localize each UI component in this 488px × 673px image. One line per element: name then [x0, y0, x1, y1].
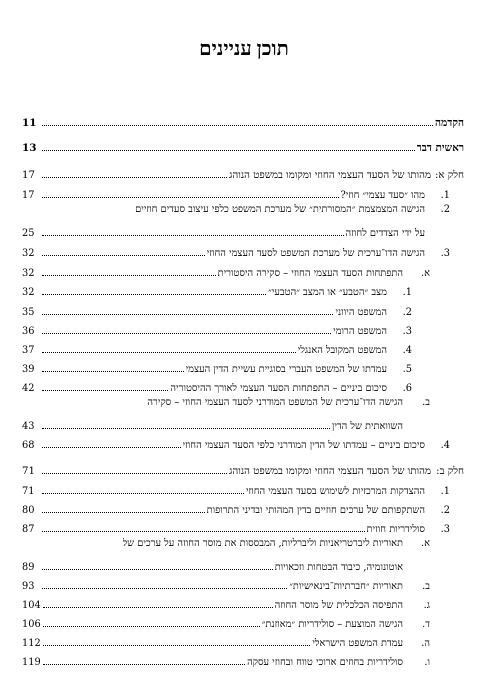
toc-entry[interactable]	[22, 632, 464, 650]
toc-entry-page: 93	[22, 581, 35, 592]
toc-entry[interactable]	[22, 339, 464, 357]
toc-entry[interactable]	[22, 320, 464, 338]
toc-entry-label: תאוריות ״חברתיות־בינאישיות״	[289, 581, 403, 592]
toc-entry-number: 5.	[402, 364, 412, 375]
toc-entry-number: 3.	[440, 248, 450, 259]
toc-entry-number: חלק א:	[434, 170, 464, 181]
toc-entry-page: 42	[22, 383, 35, 394]
toc-entry-label: סיכום ביניים – עמדתו של הדין המודרני כלפי הסעד העצמי החוזי	[182, 440, 425, 451]
toc-entry-number: 1.	[440, 190, 450, 201]
toc-entry-number: 3.	[440, 524, 450, 535]
toc-entry-label: המשפט המקובל האנגלי	[297, 345, 387, 356]
dot-leader	[42, 222, 344, 236]
dot-leader	[42, 164, 227, 178]
toc-entry-label: הגישה הדו־ערכית של מערכת המשפט לסעד העצמי החוזי	[206, 248, 425, 259]
toc-entry-page: 17	[22, 190, 35, 201]
toc-entry-label: מהותו של הסעד העצמי החוזי ומקומו במשפט הנוהג	[229, 466, 431, 477]
toc-entry-page: 112	[22, 638, 41, 649]
toc-entry-label: ראשית דבר	[416, 142, 464, 154]
toc-entry-page: 89	[22, 562, 35, 573]
toc-entry-label: הקדמה	[435, 117, 464, 129]
toc-entry[interactable]	[22, 415, 464, 433]
dot-leader	[42, 339, 296, 353]
toc-entry-label: סולידריות בחוזים ארוכי טווח ובחוזי עסקה	[247, 657, 403, 668]
toc-entry-page: 36	[22, 326, 35, 337]
toc-entry-label: עמדת המשפט הישראלי	[312, 638, 403, 649]
toc-entry-page: 13	[22, 142, 37, 154]
dot-leader	[42, 556, 273, 570]
dot-leader	[42, 415, 330, 429]
toc-entry-label: הגישה המוצעת – סולידריות ״מאוזנת״	[261, 619, 403, 630]
toc-entry-page: 68	[22, 440, 35, 451]
toc-entry-number: 6.	[402, 383, 412, 394]
toc-entry-page: 39	[22, 364, 35, 375]
toc-entry-page: 119	[22, 657, 41, 668]
toc-entry-number: 3.	[402, 326, 412, 337]
dot-leader	[42, 499, 205, 513]
dot-leader	[42, 358, 184, 372]
toc-entry-number: 2.	[440, 204, 450, 215]
toc-entry-page: 71	[22, 466, 35, 477]
toc-entry[interactable]	[22, 301, 464, 319]
dot-leader	[42, 575, 287, 589]
toc-entry-label: סולידריות חוזית	[366, 524, 425, 535]
dot-leader	[42, 137, 415, 151]
toc-entry[interactable]	[22, 164, 464, 182]
toc-entry-label: מהותו של הסעד העצמי החוזי ומקומו במשפט הנוהג	[229, 170, 431, 181]
dot-leader	[42, 518, 365, 532]
toc-entry-page: 106	[22, 619, 41, 630]
toc-entry-page: 32	[22, 287, 35, 298]
toc-entry[interactable]	[22, 281, 464, 299]
toc-entry-label: תאוריות ליברטריאניות וליברליות, המבססות את מוסר החוזה על ערכים של	[122, 538, 403, 549]
toc-entry-number: חלק ב:	[436, 466, 464, 477]
toc-entry-number: 2.	[402, 307, 412, 318]
toc-entry-label: עמדתו של המשפט העברי בסוגיית עשיית הדין העצמי	[185, 364, 387, 375]
dot-leader	[42, 262, 216, 276]
toc-entry-number: 1.	[440, 486, 450, 497]
toc-entry-label: המשפט הרומי	[333, 326, 387, 337]
toc-entry-number: ה.	[421, 638, 430, 649]
toc-entry-page: 11	[22, 117, 37, 129]
dot-leader	[42, 434, 181, 448]
toc-entry[interactable]	[22, 518, 464, 536]
toc-entry[interactable]	[22, 480, 464, 498]
toc-entry[interactable]	[22, 537, 464, 550]
toc-entry[interactable]	[22, 222, 464, 240]
toc-entry-label: הגישה הדו־ערכית של המשפט המודרני לסעד העצמי החוזי – סקירה	[147, 397, 403, 408]
toc-entry-number: ג.	[423, 600, 430, 611]
dot-leader	[43, 651, 245, 665]
toc-entry-label: ההצדקות המרכזיות לשימוש בסעד העצמי החוזי	[245, 486, 425, 497]
toc-entry[interactable]	[22, 613, 464, 631]
toc-entry[interactable]	[22, 499, 464, 517]
toc-entry[interactable]	[22, 112, 464, 130]
dot-leader	[43, 632, 311, 646]
toc-entry[interactable]	[22, 594, 464, 612]
toc-entry-label: מהו ״סעד עצמי״ חוזי?	[340, 190, 425, 201]
toc-entry-label: מצב ״הטבע״ או המצב ״הטבעי״	[268, 287, 387, 298]
toc-entry-number: 4.	[440, 440, 450, 451]
toc-entry-number: ב.	[422, 397, 430, 408]
toc-entry-label: על ידי הצדדים לחוזה	[345, 228, 425, 239]
dot-leader	[42, 112, 433, 126]
dot-leader	[43, 613, 260, 627]
toc-entry-label: התפיסה הכלכלית של מוסר החוזה	[274, 600, 403, 611]
toc-entry-page: 35	[22, 307, 35, 318]
toc-entry[interactable]	[22, 396, 464, 409]
toc-entry-label: המשפט היווני	[335, 307, 387, 318]
toc-entry-page: 32	[22, 248, 35, 259]
toc-entry-label: השוואתית של הדין	[331, 421, 403, 432]
dot-leader	[42, 281, 266, 295]
toc-entry-label: השתקפותם של ערכים חוזיים בדין המהותי ובדיני התרופות	[206, 505, 425, 516]
toc-entry[interactable]	[22, 203, 464, 216]
toc-entry-label: הגישה המצמצמת ״המסורתית״ של מערכת המשפט כלפי עיצוב סעדים חוזיים	[135, 204, 425, 215]
dot-leader	[42, 320, 331, 334]
toc-entry-page: 71	[22, 486, 35, 497]
dot-leader	[43, 594, 273, 608]
dot-leader	[42, 242, 205, 256]
toc-entry-number: 1.	[402, 287, 412, 298]
toc-entry[interactable]	[22, 184, 464, 202]
toc-entry-label: התפתחות הסעד העצמי החוזי – סקירה היסטורית	[217, 268, 403, 279]
toc-entry[interactable]	[22, 242, 464, 260]
toc-entry-page: 17	[22, 170, 35, 181]
toc-entry-page: 104	[22, 600, 41, 611]
toc-entry[interactable]	[22, 556, 464, 574]
toc-entry-page: 87	[22, 524, 35, 535]
toc-entry-number: 2.	[440, 505, 450, 516]
toc-entry[interactable]	[22, 358, 464, 376]
toc-entry[interactable]	[22, 377, 464, 395]
toc-entry-page: 37	[22, 345, 35, 356]
toc-entry[interactable]	[22, 651, 464, 669]
toc-entry-page: 80	[22, 505, 35, 516]
toc-entry-number: ד.	[422, 619, 430, 630]
toc-entry-label: אוטונומיה, כיבוד הבטחות וזכאויות	[274, 562, 403, 573]
page-title: תוכן עניינים	[199, 38, 289, 60]
toc-entry[interactable]	[22, 262, 464, 280]
toc-entry-number: א.	[421, 538, 430, 549]
toc-entry[interactable]	[22, 137, 464, 155]
toc-entry-number: 4.	[402, 345, 412, 356]
dot-leader	[42, 377, 168, 391]
dot-leader	[42, 460, 227, 474]
toc-entry-page: 43	[22, 421, 35, 432]
toc-entry-number: ו.	[424, 657, 430, 668]
toc-entry[interactable]	[22, 434, 464, 452]
toc-entry[interactable]	[22, 575, 464, 593]
dot-leader	[42, 184, 339, 198]
toc-entry-number: ב.	[422, 581, 430, 592]
dot-leader	[42, 301, 333, 315]
dot-leader	[42, 480, 244, 494]
toc-entry-page: 25	[22, 228, 35, 239]
toc-entry-label: סיכום ביניים – התפתחות הסעד העצמי לאורך ההיסטוריה	[170, 383, 387, 394]
toc-entry[interactable]	[22, 460, 464, 478]
toc-entry-page: 32	[22, 268, 35, 279]
toc-entry-number: א.	[421, 268, 430, 279]
